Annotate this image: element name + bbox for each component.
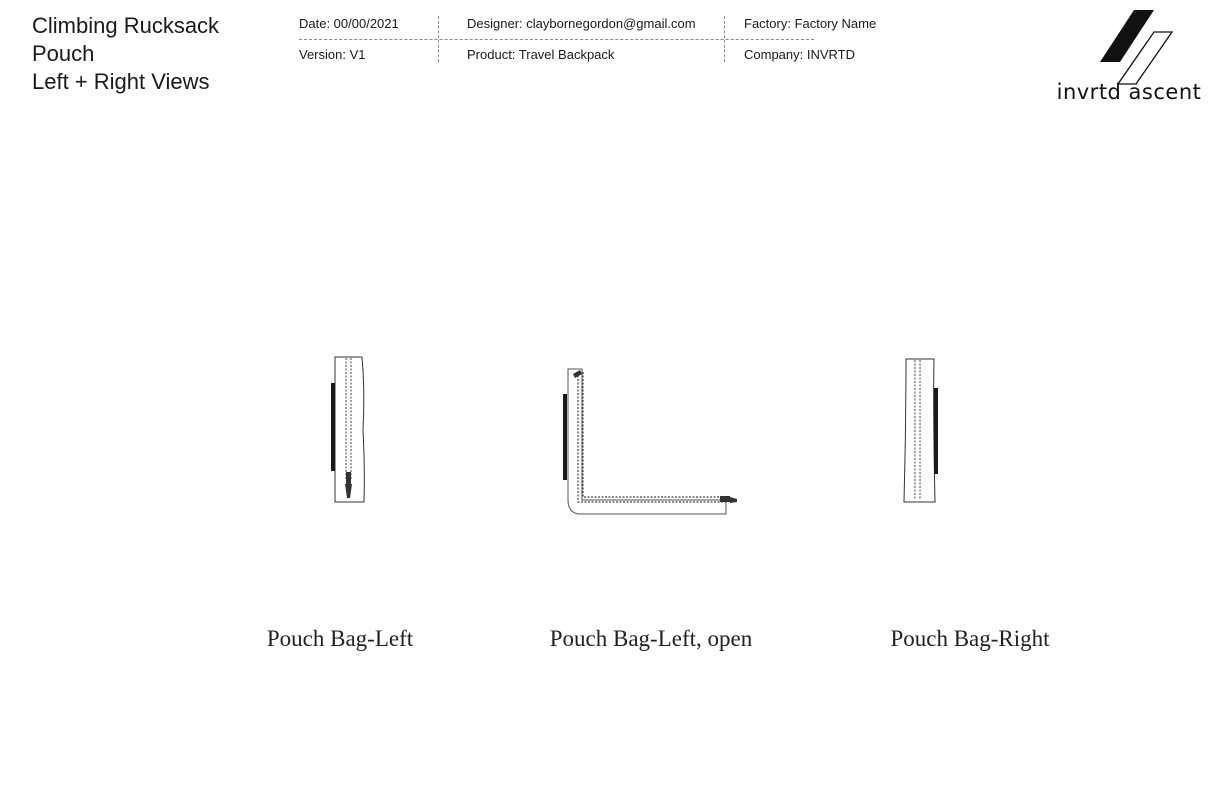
caption-pouch-right: Pouch Bag-Right (890, 626, 1050, 651)
meta-divider-horizontal (299, 39, 814, 40)
pouch-left-open-drawing (556, 362, 746, 522)
pouch-right-drawing (896, 350, 946, 510)
pouch-left-drawing (326, 350, 376, 510)
meta-date: Date: 00/00/2021 (299, 16, 399, 31)
meta-version: Version: V1 (299, 47, 366, 62)
title-line-1: Climbing Rucksack (32, 13, 220, 38)
meta-designer: Designer: claybornegordon@gmail.com (467, 16, 696, 31)
spec-metadata (299, 12, 877, 68)
meta-company: Company: INVRTD (744, 47, 856, 62)
meta-product: Product: Travel Backpack (467, 47, 615, 62)
title-line-3: Left + Right Views (32, 69, 210, 94)
caption-pouch-left-open: Pouch Bag-Left, open (549, 626, 753, 651)
logo-mark-icon (1096, 10, 1176, 85)
brand-wordmark: invrtd ascent (1056, 80, 1202, 104)
meta-divider-vertical-1 (438, 16, 439, 62)
caption-pouch-left: Pouch Bag-Left (266, 626, 414, 651)
title-line-2: Pouch (32, 41, 95, 66)
sheet-title (32, 12, 219, 96)
brand-logo (1044, 8, 1214, 108)
meta-factory: Factory: Factory Name (744, 16, 877, 31)
meta-divider-vertical-2 (724, 16, 725, 62)
